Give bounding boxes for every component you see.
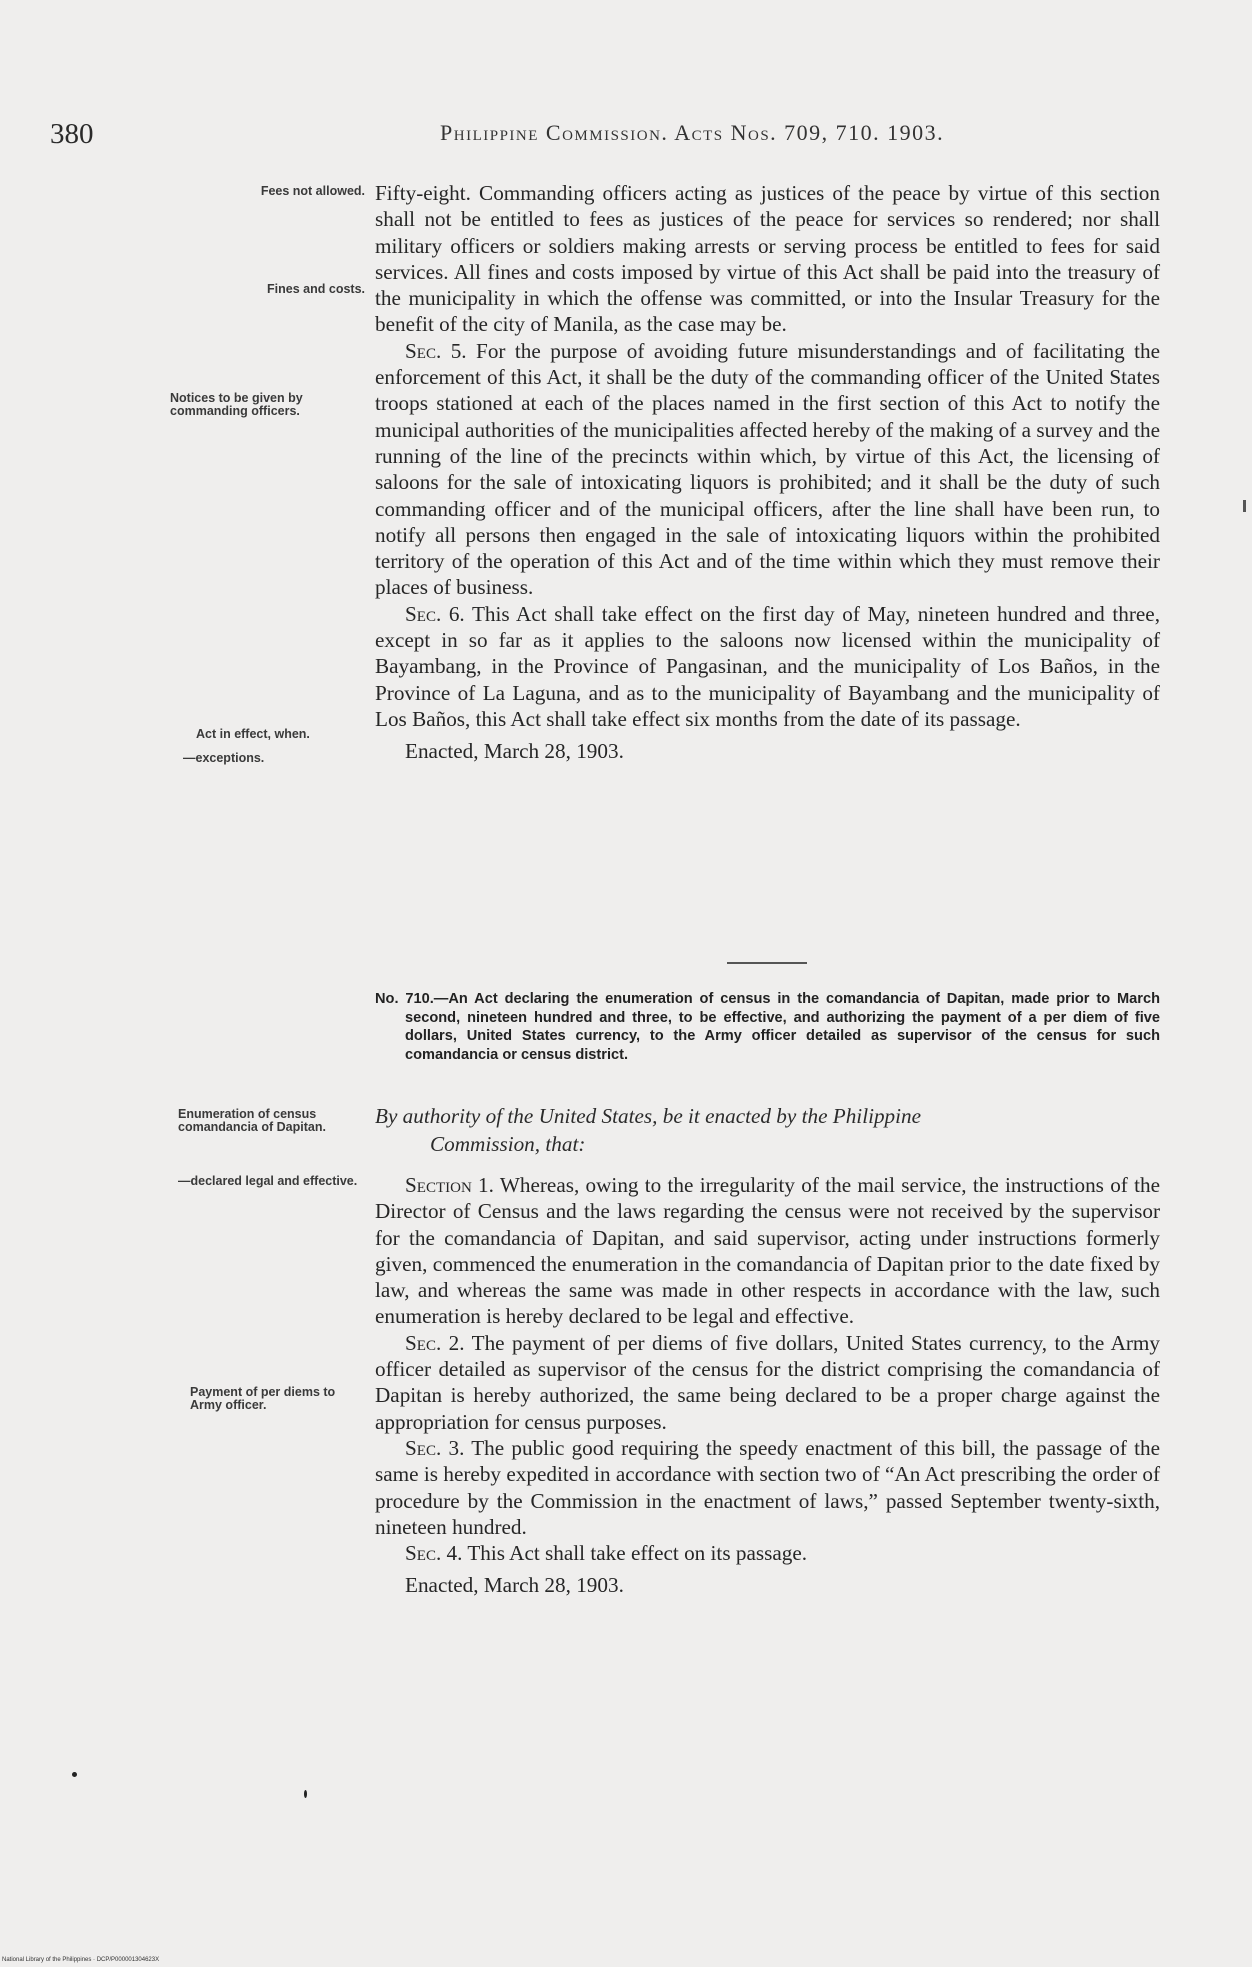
enacting-clause-line-1: By authority of the United States, be it enacted by the Philippine <box>375 1104 922 1128</box>
act-710-section-3-text: The public good requiring the speedy enactment of this bill, the passage of the same is hereby expedited in accordance with section two of “An Act prescribing the order of procedure by the Commission in the enactment of laws,” passed September twenty-sixth, nineteen hundred. <box>375 1435 1160 1539</box>
enacted-date-709: Enacted, March 28, 1903. <box>405 739 624 764</box>
sidenote-notices: Notices to be given by commanding officers. <box>170 391 303 418</box>
act-710-section-4 <box>375 1540 1160 1566</box>
sidenote-enumeration: Enumeration of census comandancia of Dapitan. <box>178 1107 326 1134</box>
sidenote-declared: —declared legal and effective. <box>178 1174 358 1188</box>
act-710-text <box>375 1172 1160 1599</box>
sidenote-payment: Payment of per diems to Army officer. <box>190 1385 336 1412</box>
scan-edge-mark <box>1243 500 1246 512</box>
act-710-section-3 <box>375 1435 1160 1540</box>
act-710-section-2 <box>375 1330 1160 1435</box>
act-710-section-3-label: Sec. 3. <box>405 1435 465 1460</box>
section-6-label: Sec. 6. <box>405 601 465 626</box>
sidenote-exceptions: —exceptions. <box>183 751 265 765</box>
scan-credit: National Library of the Philippines · DCP/P000001304623X <box>2 1957 160 1963</box>
sidenote-act-in-effect: Act in effect, when. <box>196 727 310 741</box>
running-head: Philippine Commission. Acts Nos. 709, 710. 1903. <box>440 120 945 145</box>
act-710-section-1 <box>375 1172 1160 1330</box>
section-divider <box>727 962 807 964</box>
enacting-clause <box>375 1102 1160 1158</box>
act-710-title: —An Act declaring the enumeration of census in the comandancia of Dapitan, made prior to March second, nineteen hundred and three, to be effective, and authorizing the payment of a per diem of five dollars, United States currency, to the Army officer detailed as supervisor of the census for such comandancia or census district. <box>405 991 1160 1063</box>
page-header <box>0 118 1252 158</box>
act-710-section-1-label: Section 1. <box>405 1173 494 1197</box>
section-6 <box>375 601 1160 732</box>
act-710-section-1-text: Whereas, owing to the irregularity of the mail service, the instructions of the Director of Census and the laws regarding the census were not received by the supervisor for the comandancia of Dapitan, and said supervisor, acting under instructions formerly given, commenced the enumeration in the comandancia of Dapitan prior to the date fixed by law, and whereas the same was made in other respects in accordance with the law, such enumeration is hereby declared to be legal and effective. <box>375 1173 1161 1329</box>
enacting-clause-line-2: Commission, that: <box>430 1132 586 1156</box>
act-710-section-2-label: Sec. 2. <box>405 1330 465 1355</box>
section-5-label: Sec. 5. <box>405 338 467 363</box>
sidenote-fines: Fines and costs. <box>267 282 365 296</box>
enacted-date-710: Enacted, March 28, 1903. <box>405 1573 624 1598</box>
section-5-text: For the purpose of avoiding future misunderstandings and of facilitating the enforcement of this Act, it shall be the duty of the commanding officer of the United States troops stationed at each of the places named in the first section of this Act to notify the municipal authorities of the municipalities affected hereby of the making of a survey and the running of the line of the precincts within which, by virtue of this Act, the licensing of saloons for the sale of intoxicating liquors is prohibited; and it shall be the duty of such commanding officer and of the municipal officers, after the line shall have been run, to notify all persons then engaged in the sale of intoxicating liquors within the prohibited territory of the operation of this Act and of the time within which they must remove their places of business. <box>375 338 1161 600</box>
sidenote-fees: Fees not allowed. <box>260 184 365 198</box>
act-710-section-4-label: Sec. 4. <box>405 1541 463 1566</box>
act-709-text <box>375 180 1160 765</box>
act-710-heading <box>375 990 1160 1064</box>
act-710-section-2-text: The payment of per diems of five dollars, United States currency, to the Army officer detailed as supervisor of the census for the district comprising the comandancia of Dapitan is hereby authorized, the same being declared to be a proper charge against the appropriation for census purposes. <box>375 1330 1161 1434</box>
paragraph-continuation: Fifty-eight. Commanding officers acting as justices of the peace by virtue of this section shall not be entitled to fees as justices of the peace for services so rendered; nor shall military officers or soldiers making arrests or serving process be entitled to fees for said services. All fines and costs imposed by virtue of this Act shall be paid into the treasury of the municipality in which the offense was committed, or into the Insular Treasury for the benefit of the city of Manila, as the case may be. <box>375 181 1160 337</box>
act-710-section-4-text: This Act shall take effect on its passage. <box>467 1541 808 1566</box>
scan-speck <box>72 1772 77 1777</box>
section-5 <box>375 338 1160 601</box>
page-number: 380 <box>50 118 94 150</box>
section-6-text: This Act shall take effect on the first day of May, nineteen hundred and three, except in so far as it applies to the saloons now licensed within the municipality of Bayambang, in the Province of Pangasinan, and the municipality of Los Baños, in the Province of La Laguna, and as to the municipality of Bayambang and the municipality of Los Baños, this Act shall take effect six months from the date of its passage. <box>375 601 1160 731</box>
scan-speck <box>304 1790 307 1798</box>
act-710-number: No. 710. <box>375 991 434 1007</box>
